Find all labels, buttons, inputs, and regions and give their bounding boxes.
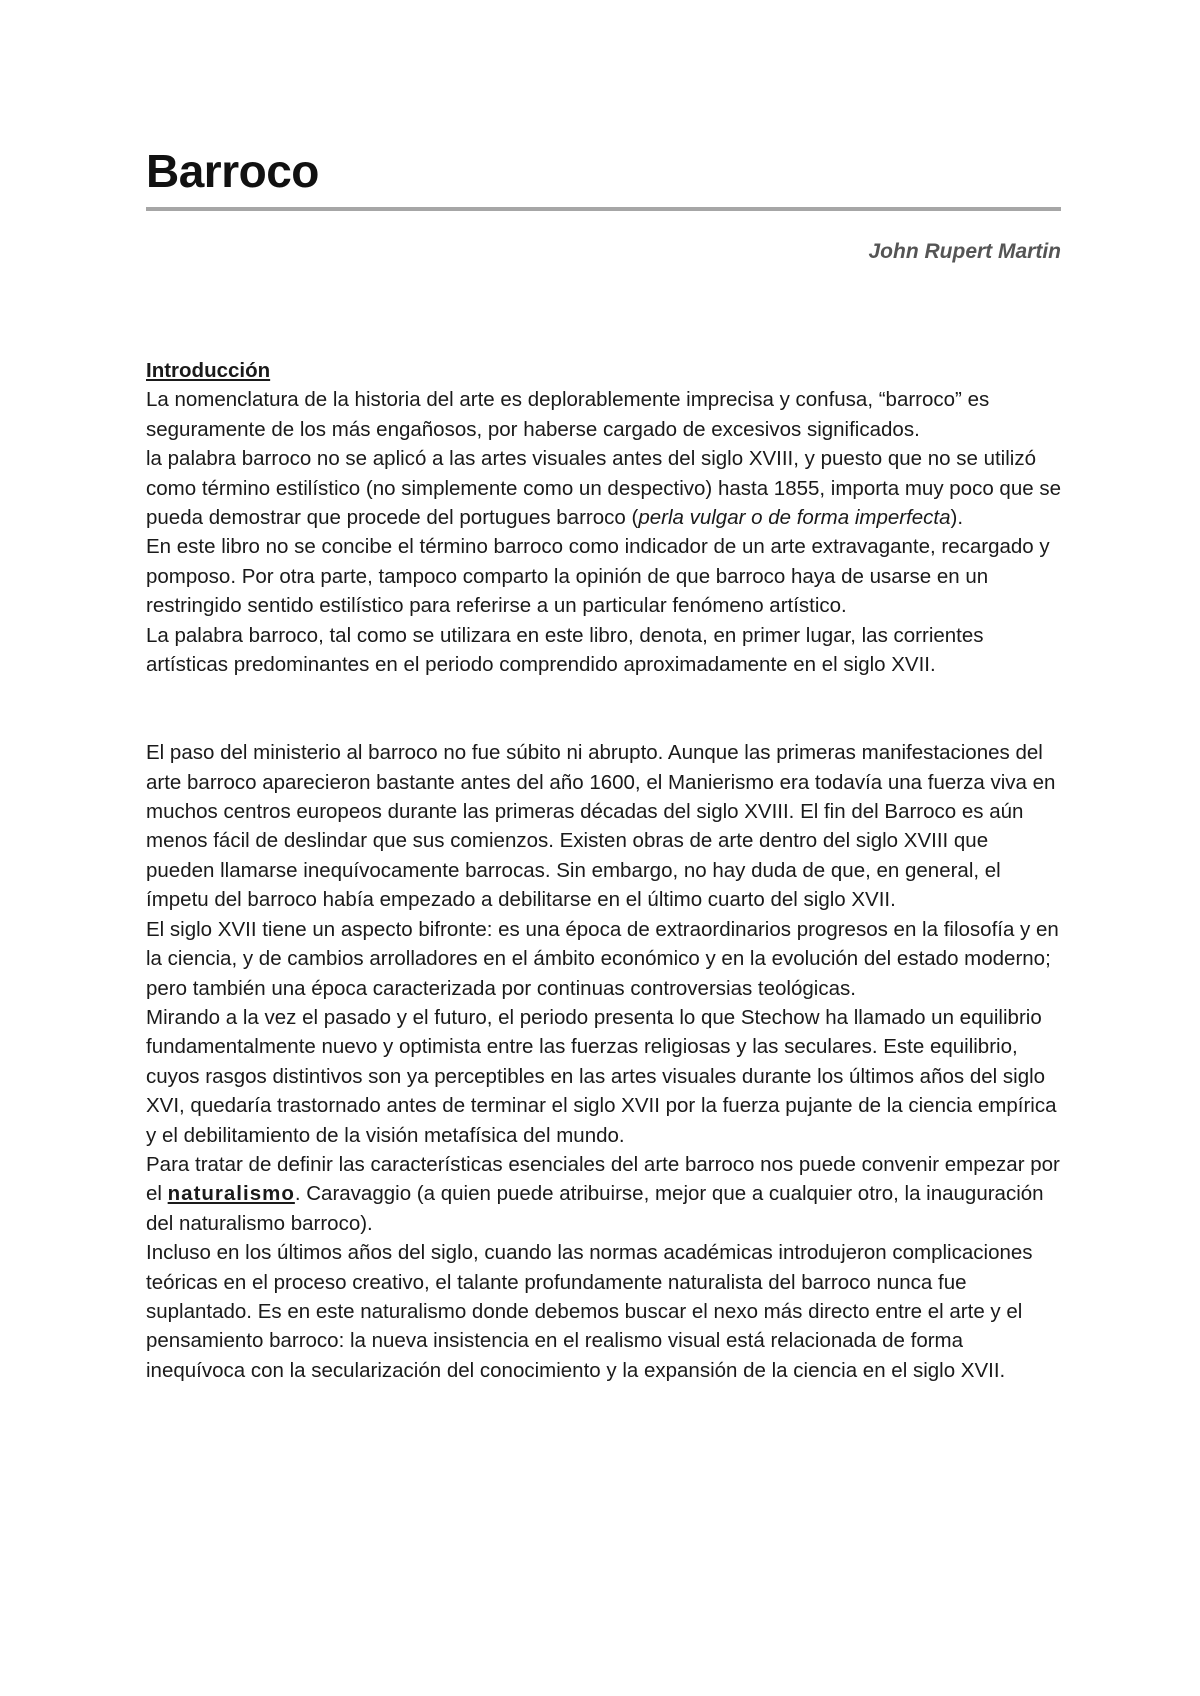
paragraph-text: Para tratar de definir las características esenciales del arte barroco nos puede convenir empezar por el: [146, 1152, 1060, 1206]
author-name: John Rupert Martin: [868, 240, 1061, 263]
page-title: Barroco: [146, 145, 319, 197]
paragraph: Incluso en los últimos años del siglo, cuando las normas académicas introdujeron complicaciones teóricas en el proceso creativo, el talante profundamente naturalista del barroco nunca fue suplantado. Es en este naturalismo donde debemos buscar el nexo más directo entre el arte y el pensamiento barroco: la nueva insistencia en el realismo visual está relacionada de forma inequívoca con la secularización del conocimiento y la expansión de la ciencia en el siglo XVII.: [146, 1241, 1033, 1382]
naturalismo-term: naturalismo: [167, 1182, 295, 1206]
paragraph: [146, 444, 1061, 532]
paragraph-text: la palabra barroco no se aplicó a las artes visuales antes del siglo XVIII, y puesto que no se utilizó como término estilístico (no simplemente como un despectivo) hasta 1855, importa muy poco que se pueda demostrar que procede del portugues barroco (: [146, 447, 1061, 530]
paragraph-text: ).: [950, 506, 964, 530]
paragraph: Mirando a la vez el pasado y el futuro, el periodo presenta lo que Stechow ha llamado un equilibrio fundamentalmente nuevo y optimista entre las fuerzas religiosas y las seculares. Este equilibrio, cuyos rasgos distintivos son ya perceptibles en las artes visuales durante los últimos años del siglo XVI, quedaría trastornado antes de terminar el siglo XVII por la fuerza pujante de la ciencia empírica y el debilitamiento de la visión metafísica del mundo.: [146, 1005, 1057, 1147]
paragraph: La nomenclatura de la historia del arte es deplorablemente imprecisa y confusa, “barroco” es seguramente de los más engañosos, por haberse cargado de excesivos significados.: [146, 388, 990, 441]
paragraph-text: . Caravaggio (a quien puede atribuirse, mejor que a cualquier otro, la inauguración del naturalismo barroco).: [146, 1182, 1044, 1235]
document-body: [146, 356, 1061, 1385]
italic-phrase: perla vulgar o de forma imperfecta: [638, 506, 951, 530]
section-gap: [146, 679, 1061, 738]
paragraph: [146, 1150, 1061, 1238]
title-divider: [146, 207, 1061, 211]
intro-heading: Introducción: [146, 359, 271, 382]
paragraph: La palabra barroco, tal como se utilizara en este libro, denota, en primer lugar, las corrientes artísticas predominantes en el periodo comprendido aproximadamente en el siglo XVII.: [146, 623, 984, 677]
paragraph: El paso del ministerio al barroco no fue súbito ni abrupto. Aunque las primeras manifestaciones del arte barroco aparecieron bastante antes del año 1600, el Manierismo era todavía una fuerza viva en muchos centros europeos durante las primeras décadas del siglo XVIII. El fin del Barroco es aún menos fácil de deslindar que sus comienzos. Existen obras de arte dentro del siglo XVIII que pueden llamarse inequívocamente barrocas. Sin embargo, no hay duda de que, en general, el ímpetu del barroco había empezado a debilitarse en el último cuarto del siglo XVII.: [146, 741, 1056, 912]
paragraph: En este libro no se concibe el término barroco como indicador de un arte extravagante, recargado y pomposo. Por otra parte, tampoco comparto la opinión de que barroco haya de usarse en un restringido sentido estilístico para referirse a un particular fenómeno artístico.: [146, 535, 1050, 618]
paragraph: El siglo XVII tiene un aspecto bifronte: es una época de extraordinarios progresos en la filosofía y en la ciencia, y de cambios arrolladores en el ámbito económico y en la evolución del estado moderno; pero también una época caracterizada por continuas controversias teológicas.: [146, 917, 1059, 1000]
section-heading: [146, 356, 1061, 385]
